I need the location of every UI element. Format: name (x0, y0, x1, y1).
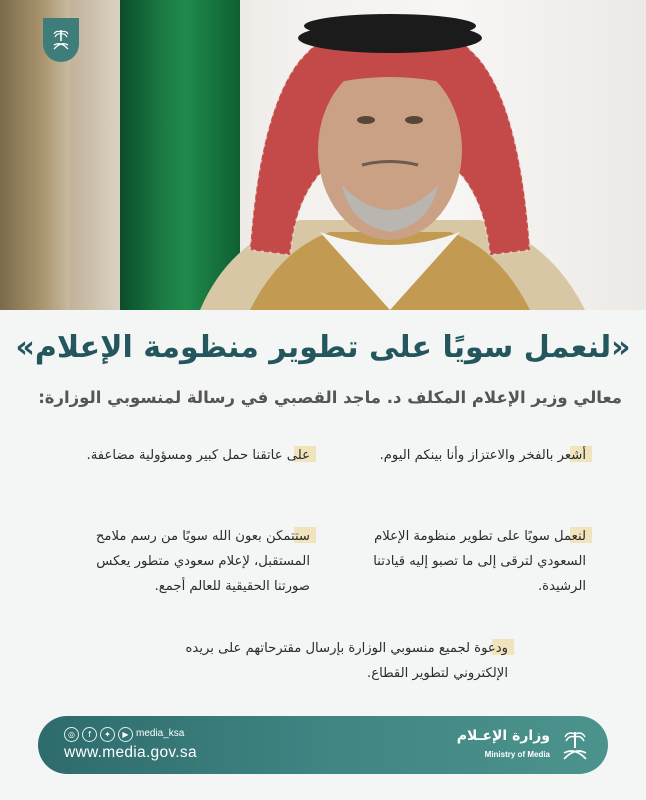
twitter-icon[interactable]: ✦ (100, 727, 115, 742)
ministry-emblem-icon (560, 726, 590, 764)
quote-text: على عاتقنا حمل كبير ومسؤولية مضاعفة. (86, 448, 310, 463)
quote-item (356, 443, 586, 468)
quote-text: لنعمل سويًا على تطوير منظومة الإعلام السعودي لترقى إلى ما تصبو إليه قيادتنا الرشيدة. (373, 529, 586, 594)
social-handle[interactable]: media_ksa (136, 728, 185, 739)
minister-portrait (190, 0, 590, 310)
facebook-icon[interactable]: f (82, 727, 97, 742)
page-title: «لنعمل سويًا على تطوير منظومة الإعلام» (15, 330, 631, 365)
social-links (64, 727, 133, 742)
website-link[interactable]: www.media.gov.sa (64, 744, 197, 761)
quote-text: أشعر بالفخر والاعتزاز وأنا بينكم اليوم. (379, 448, 586, 463)
youtube-icon[interactable]: ▶ (118, 727, 133, 742)
quote-item (70, 443, 310, 468)
footer-bar (38, 716, 608, 774)
instagram-icon[interactable]: ◎ (64, 727, 79, 742)
page-subtitle: معالي وزير الإعلام المكلف د. ماجد القصبي في رسالة لمنسوبي الوزارة: (38, 388, 622, 407)
quote-item (178, 636, 508, 686)
ministry-name-arabic: وزارة الإعـلام (456, 728, 550, 744)
quote-text: ستتمكن بعون الله سويًا من رسم ملامح المستقبل، لإعلام سعودي متطور يعكس صورتنا الحقيقية للعالم أجمع. (95, 529, 310, 594)
quote-text: ودعوة لجميع منسوبي الوزارة بإرسال مقترحاتهم على بريده الإلكتروني لتطوير القطاع. (185, 641, 508, 681)
palm-swords-emblem-icon (43, 18, 79, 62)
minister-photo (0, 0, 646, 310)
quote-item (60, 524, 310, 599)
quote-item (354, 524, 586, 599)
ministry-name-english: Ministry of Media (484, 750, 550, 759)
